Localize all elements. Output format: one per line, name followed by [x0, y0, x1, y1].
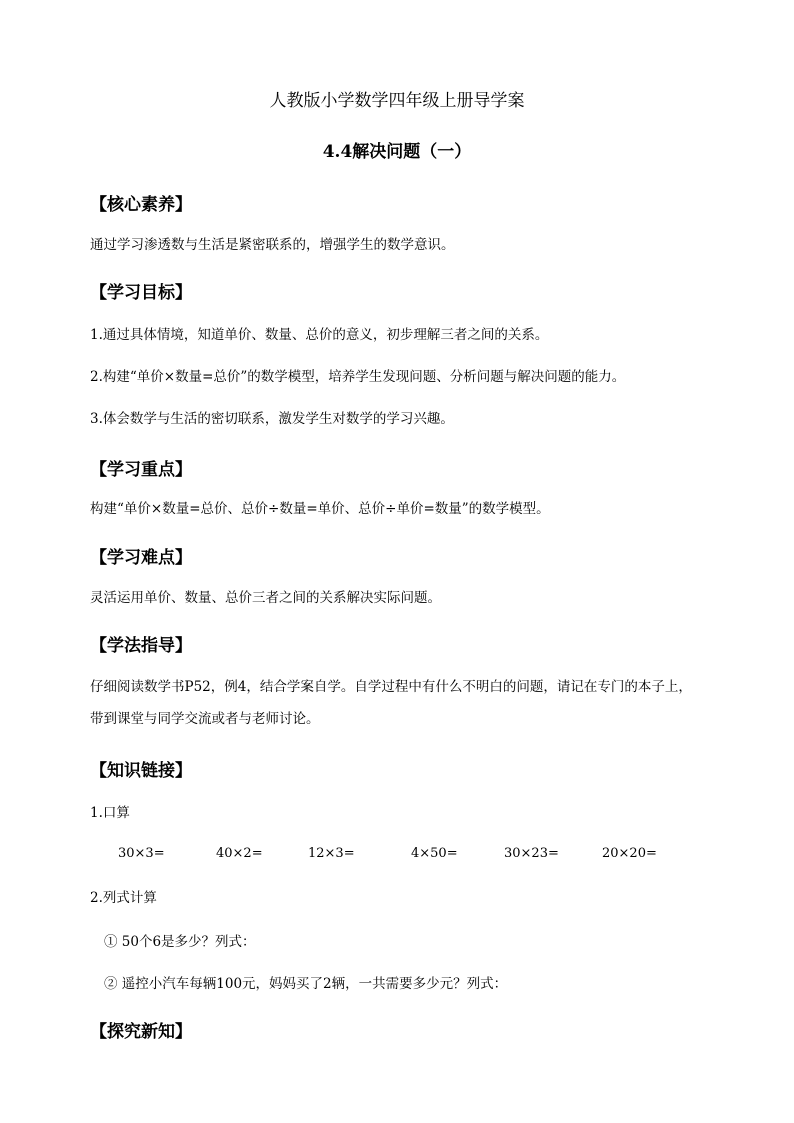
document-title: 人教版小学数学四年级上册导学案 — [269, 91, 525, 111]
difficulties-heading: 【学习难点】 — [90, 548, 192, 568]
goal-item-2: 2.构建“单价×数量=总价”的数学模型，培养学生发现问题、分析问题与解决问题的能力。 — [90, 369, 626, 385]
written-calc-item-2: ② 遥控小汽车每辆100元，妈妈买了2辆，一共需要多少元？列式： — [104, 976, 508, 992]
oral-calc-item: 12×3= — [308, 846, 355, 861]
oral-calc-label: 1.口算 — [90, 805, 130, 821]
explore-heading: 【探究新知】 — [90, 1022, 192, 1042]
method-line-1: 仔细阅读数学书P52，例4，结合学案自学。自学过程中有什么不明白的问题，请记在专门的本子上， — [90, 679, 692, 695]
difficulties-text: 灵活运用单价、数量、总价三者之间的关系解决实际问题。 — [90, 590, 441, 606]
oral-calc-item: 30×3= — [118, 846, 165, 861]
goal-item-3: 3.体会数学与生活的密切联系，激发学生对数学的学习兴趣。 — [90, 411, 454, 427]
goal-item-1: 1.通过具体情境，知道单价、数量、总价的意义，初步理解三者之间的关系。 — [90, 327, 549, 343]
key-points-text: 构建“单价×数量=总价、总价÷数量=单价、总价÷单价=数量”的数学模型。 — [90, 501, 550, 517]
goals-heading: 【学习目标】 — [90, 283, 192, 303]
method-line-2: 带到课堂与同学交流或者与老师讨论。 — [90, 711, 320, 727]
key-points-heading: 【学习重点】 — [90, 460, 192, 480]
oral-calc-item: 4×50= — [411, 846, 458, 861]
written-calc-label: 2.列式计算 — [90, 890, 157, 906]
lesson-title: 4.4解决问题（一） — [322, 142, 472, 162]
written-calc-item-1: ① 50个6是多少？列式： — [104, 934, 256, 950]
knowledge-heading: 【知识链接】 — [90, 761, 192, 781]
method-heading: 【学法指导】 — [90, 636, 192, 656]
oral-calc-item: 20×20= — [602, 846, 657, 861]
core-heading: 【核心素养】 — [90, 195, 192, 215]
oral-calc-item: 40×2= — [216, 846, 263, 861]
oral-calc-item: 30×23= — [504, 846, 559, 861]
core-text: 通过学习渗透数与生活是紧密联系的，增强学生的数学意识。 — [90, 237, 455, 253]
